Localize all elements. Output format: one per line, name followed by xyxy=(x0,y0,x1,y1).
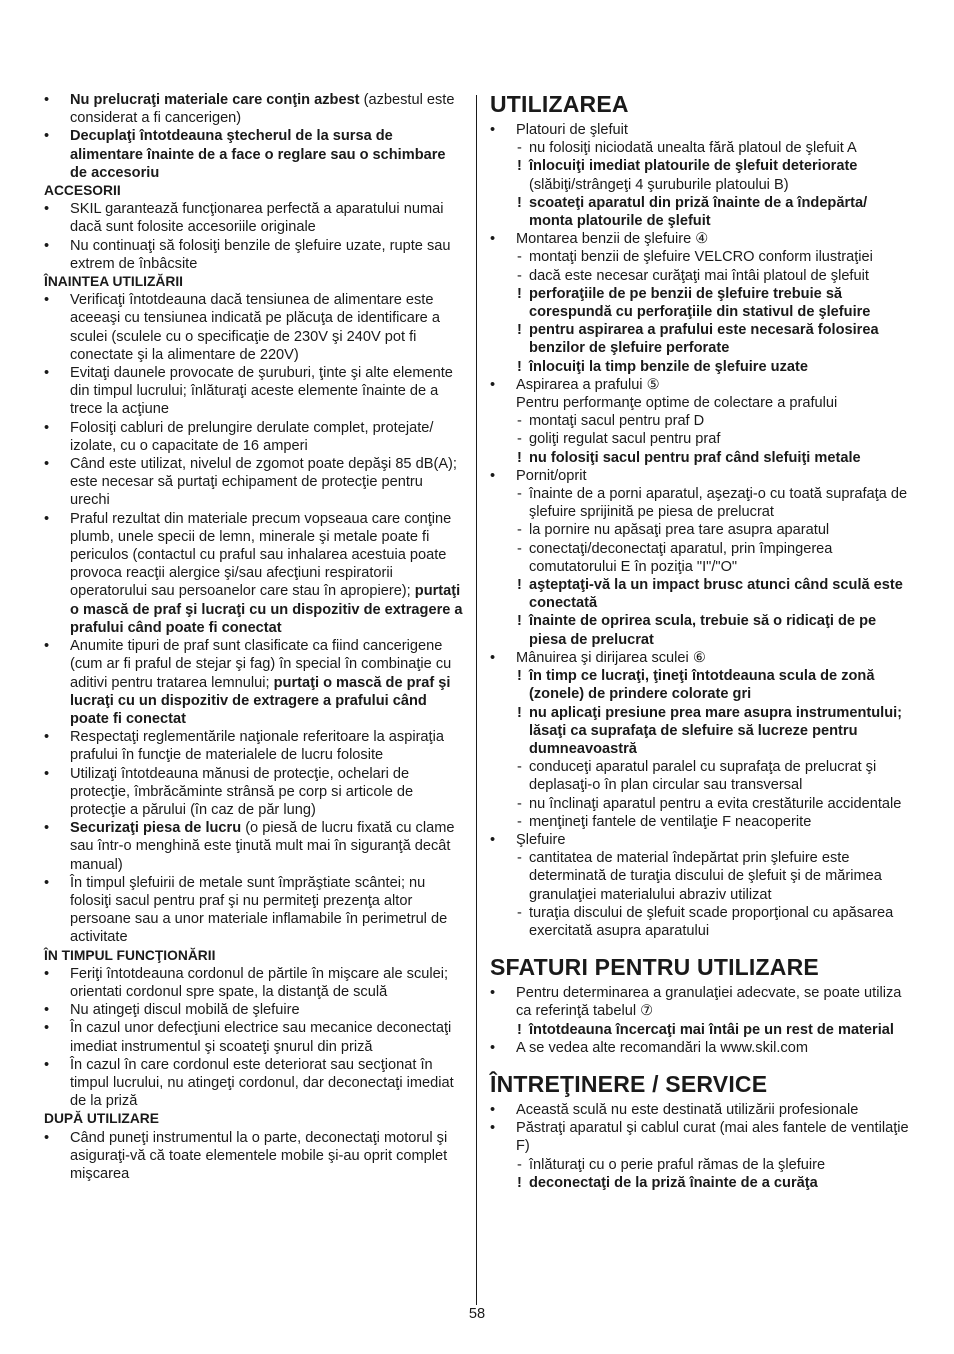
text-run: Respectaţi reglementările naţionale referitoare la aspiraţia prafului în funcţie de materialele de lucru folosite xyxy=(70,729,444,764)
heading-intretinere-service xyxy=(490,1071,914,1097)
text-run: ACCESORII xyxy=(44,183,121,199)
text-run: aşteptaţi-vă la un impact brusc atunci când sculă este conectată xyxy=(529,577,903,612)
text-run: înainte de a porni aparatul, aşezaţi-o cu toată suprafaţa de şlefuire sprijinită pe piesa de prelucrat xyxy=(529,486,908,521)
text-run: UTILIZAREA xyxy=(490,91,629,117)
bullet-item xyxy=(44,1001,466,1019)
subheading-in-timpul-functionarii xyxy=(44,947,466,965)
dash-item xyxy=(490,1156,914,1174)
bullet-item xyxy=(490,1119,914,1155)
bullet-item xyxy=(490,376,914,394)
text-run: cantitatea de material îndepărtat prin şlefuire este determinată de turaţia discului de şlefuit şi de mărimea granulaţiei materialului abraziv utilizat xyxy=(529,850,882,903)
text-run: Când este utilizat, nivelul de zgomot poate depăşi 85 dB(A); este necesar să purtaţi echipament de protecţie pentru urechi xyxy=(70,456,457,509)
bullet-item xyxy=(44,728,466,764)
text-run: Pornit/oprit xyxy=(516,467,587,484)
text-run: ÎN TIMPUL FUNCŢIONĂRII xyxy=(44,947,216,963)
text-run: Când puneţi instrumentul la o parte, deconectaţi motorul şi asiguraţi-vă că toate elementele mobile şi-au oprit complet mişcarea xyxy=(70,1129,448,1182)
text-run: Această sculă nu este destinată utilizării profesionale xyxy=(516,1101,859,1118)
bullet-item xyxy=(44,874,466,947)
subheading-accesorii xyxy=(44,182,466,200)
text-run: Praful rezultat din materiale precum vopseaua care conţine plumb, unele specii de lemn, minerale şi metale poate fi periculos (contactul cu praful sau inhalarea acestuia poate provoca reacţii alergice şi/sau afecţiuni respiratorii operatorului sau persoanelor care stau în apropiere); xyxy=(70,510,452,600)
dash-item xyxy=(490,485,914,521)
bullet-item xyxy=(490,649,914,667)
text-run: Platouri de şlefuit xyxy=(516,122,628,138)
dash-item xyxy=(490,430,914,448)
text-run: goliţi regulat sacul pentru praf xyxy=(529,431,721,448)
text-run: înlocuiţi la timp benzile de şlefuire uzate xyxy=(529,358,808,375)
warning-item xyxy=(490,667,914,703)
bullet-item xyxy=(490,230,914,248)
bullet-item xyxy=(44,200,466,236)
bullet-item xyxy=(44,127,466,182)
bullet-item xyxy=(490,121,914,139)
text-run: înlocuiţi imediat platourile de şlefuit deteriorate xyxy=(529,158,858,175)
text-run: Utilizaţi întotdeauna mănusi de protecţie, ochelari de protecţie, îmbrăcăminte strânsă pe corp si articole de protecţie a părului (în caz de păr lung) xyxy=(70,765,414,818)
text-run: nu înclinaţi aparatul pentru a evita crestăturile accidentale xyxy=(529,795,902,812)
left-column xyxy=(44,91,466,1183)
dash-item xyxy=(490,139,914,157)
bullet-item xyxy=(44,237,466,273)
text-run: (o piesă de lucru fixată cu clame sau într-o menghină este ţinută mult mai în siguranţă decât manual) xyxy=(70,820,455,873)
dash-item xyxy=(490,849,914,904)
dash-item xyxy=(490,540,914,576)
text-run: ÎNTREŢINERE / SERVICE xyxy=(490,1070,768,1097)
bullet-item xyxy=(44,1019,466,1055)
warning-item xyxy=(490,576,914,612)
text-run: Pentru determinarea a granulaţiei adecvate, se poate utiliza ca referinţă tabelul ⑦ xyxy=(516,985,902,1020)
dash-item xyxy=(490,412,914,430)
column-divider xyxy=(476,95,477,1305)
text-run: ÎNAINTEA UTILIZĂRII xyxy=(44,274,183,290)
text-run: scoateţi aparatul din priză înainte de a îndepărta/ monta platourile de şlefuit xyxy=(529,194,868,230)
bullet-item xyxy=(44,91,466,127)
warning-item xyxy=(490,194,914,230)
text-run: menţineţi fantele de ventilaţie F neacoperite xyxy=(529,813,812,830)
text-run: nu folosiţi niciodată unealta fără platoul de şlefuit A xyxy=(529,140,857,157)
bullet-item xyxy=(44,291,466,364)
warning-item xyxy=(490,321,914,357)
text-run: Şlefuire xyxy=(516,831,566,848)
dash-item xyxy=(490,248,914,266)
right-column xyxy=(490,91,914,1192)
heading-sfaturi-pentru-utilizare xyxy=(490,954,914,980)
bullet-item xyxy=(44,419,466,455)
text-run: Mânuirea şi dirijarea sculei ⑥ xyxy=(516,649,706,666)
dash-item xyxy=(490,758,914,794)
bullet-item xyxy=(490,1039,914,1057)
text-run: A se vedea alte recomandări la www.skil.com xyxy=(516,1039,809,1056)
dash-item xyxy=(490,904,914,940)
text-run: purtaţi o mască de praf şi lucraţi cu un dispozitiv de extragere a prafului când poate fi conectat xyxy=(70,583,463,636)
text-run: Folosiţi cabluri de prelungire derulate complet, protejate/ izolate, cu o capacitate de 16 amperi xyxy=(70,419,434,454)
warning-item xyxy=(490,704,914,759)
text-run: montaţi benzii de şlefuire VELCRO conform ilustraţiei xyxy=(529,249,873,266)
bullet-item xyxy=(44,455,466,510)
text-run: conectaţi/deconectaţi aparatul, prin împingerea comutatorului E în poziţia "I"/"O" xyxy=(529,540,833,575)
subheading-inaintea-utilizarii xyxy=(44,273,466,291)
text-run: Păstraţi aparatul şi cablul curat (mai ales fantele de ventilaţie F) xyxy=(516,1120,909,1155)
text-run: Nu continuaţi să folosiţi benzile de şlefuire uzate, rupte sau extrem de înbâcsite xyxy=(70,237,451,272)
text-run: nu folosiţi sacul pentru praf când slefuiţi metale xyxy=(529,449,861,466)
bullet-item xyxy=(44,364,466,419)
text-run: Pentru performanţe optime de colectare a prafului xyxy=(516,395,838,412)
bullet-item xyxy=(44,965,466,1001)
text-run: Decuplaţi întotdeauna ştecherul de la sursa de alimentare înainte de a face o reglare sau o schimbare de accesoriu xyxy=(70,128,446,181)
text-run: Aspirarea a prafului ⑤ xyxy=(516,376,660,393)
text-run: la pornire nu apăsaţi prea tare asupra aparatul xyxy=(529,522,830,539)
text-run: Feriţi întotdeauna cordonul de părtile în mişcare ale sculei; orientati cordonul spre spate, la distanţă de sculă xyxy=(70,965,449,1000)
bullet-item xyxy=(44,637,466,728)
dash-item xyxy=(490,521,914,539)
warning-item xyxy=(490,358,914,376)
text-run: Montarea benzii de şlefuire ④ xyxy=(516,231,709,248)
text-run: deconectaţi de la priză înainte de a curăţa xyxy=(529,1174,818,1191)
text-run: nu aplicaţi presiune prea mare asupra instrumentului; lăsaţi ca suprafaţa de slefuire să lucreze pentru dumneavoastră xyxy=(529,704,903,757)
text-run: dacă este necesar curăţaţi mai întâi platoul de şlefuit xyxy=(529,267,869,284)
text-run: Securizaţi piesa de lucru xyxy=(70,820,242,837)
text-run: înainte de oprirea scula, trebuie să o ridicaţi de pe piesa de prelucrat xyxy=(529,613,877,648)
text-run: Evitaţi daunele provocate de şuruburi, ţinte şi alte elemente din timpul lucrului; înlăturaţi aceste elemente înainte de a trece la acţiune xyxy=(70,365,453,418)
text-run: Verificaţi întotdeauna dacă tensiunea de alimentare este aceeaşi cu tensiunea indicată pe plăcuţa de identificare a sculei (sculele cu o specificaţie de 230V şi 240V pot fi conectate şi la alimentare de 220V) xyxy=(70,292,440,363)
bullet-item xyxy=(490,831,914,849)
bullet-item xyxy=(44,1056,466,1111)
text-run: În cazul în care cordonul este deteriorat sau secţionat în timpul lucrului, nu atingeţi cordonul, dar deconectaţi imediat de la priză xyxy=(70,1056,454,1110)
text-run: pentru aspirarea a prafului este necesară folosirea benzilor de şlefuire perforate xyxy=(529,322,879,357)
bullet-item xyxy=(490,467,914,485)
text-run: înlăturaţi cu o perie praful rămas de la şlefuire xyxy=(529,1156,826,1173)
warning-item xyxy=(490,1021,914,1039)
text-run: În cazul unor defecţiuni electrice sau mecanice deconectaţi imediat instrumentul şi scoateţi şnurul din priză xyxy=(70,1020,452,1055)
bullet-item xyxy=(44,1129,466,1184)
subheading-dupa-utilizare xyxy=(44,1110,466,1128)
text-run: conduceţi aparatul paralel cu suprafaţa de prelucrat şi deplasaţi-o în plan circular sau transversal xyxy=(529,759,877,794)
warning-item xyxy=(490,449,914,467)
page-number: 58 xyxy=(468,1306,486,1322)
text-run: (slăbiţi/strângeţi 4 şuruburile platoului B) xyxy=(529,176,789,193)
text-run: (azbestul este considerat a fi cancerigen) xyxy=(70,92,455,127)
bullet-item xyxy=(490,984,914,1020)
text-run: Anumite tipuri de praf sunt clasificate ca fiind cancerigene (cum ar fi praful de stejar şi fag) în special în combinaţie cu aditivi pentru tratarea lemnului; xyxy=(70,638,452,691)
text-run: SKIL garantează funcţionarea perfectă a aparatului numai dacă sunt folosite accesoriile originale xyxy=(70,201,444,236)
bullet-item xyxy=(44,510,466,637)
text-run: Nu atingeţi discul mobilă de şlefuire xyxy=(70,1002,300,1019)
dash-item xyxy=(490,795,914,813)
bullet-item xyxy=(490,1101,914,1119)
heading-utilizarea xyxy=(490,91,914,117)
dash-item xyxy=(490,267,914,285)
text-run: întotdeauna încercaţi mai întâi pe un rest de material xyxy=(529,1021,894,1038)
warning-item xyxy=(490,157,914,193)
warning-item xyxy=(490,612,914,648)
text-run: DUPĂ UTILIZARE xyxy=(44,1111,159,1127)
text-run: montaţi sacul pentru praf D xyxy=(529,413,705,430)
text-run: În timpul şlefuirii de metale sunt împrăştiate scântei; nu folosiţi sacul pentru praf şi nu permiteţi prezenţa altor persoane sau a unor materiale inflamabile în perimetrul de activitate xyxy=(70,874,448,946)
text-run: Nu prelucraţi materiale care conţin azbest xyxy=(70,92,360,108)
bullet-item xyxy=(44,819,466,874)
body-text xyxy=(490,394,914,412)
text-run: SFATURI PENTRU UTILIZARE xyxy=(490,954,819,981)
text-run: perforaţiile de pe benzii de şlefuire trebuie să corespundă cu perforaţiile din stativul de şlefuire xyxy=(529,285,871,321)
warning-item xyxy=(490,1174,914,1192)
warning-item xyxy=(490,285,914,321)
dash-item xyxy=(490,813,914,831)
text-run: turaţia discului de şlefuit scade proporţional cu apăsarea exercitată asupra aparatului xyxy=(529,904,894,939)
text-run: purtaţi o mască de praf şi lucraţi cu un dispozitiv de extragere a prafului când poate fi conectat xyxy=(70,674,451,727)
text-run: în timp ce lucraţi, ţineţi întotdeauna scula de zonă (zonele) de prindere colorate gri xyxy=(529,668,875,703)
bullet-item xyxy=(44,765,466,820)
